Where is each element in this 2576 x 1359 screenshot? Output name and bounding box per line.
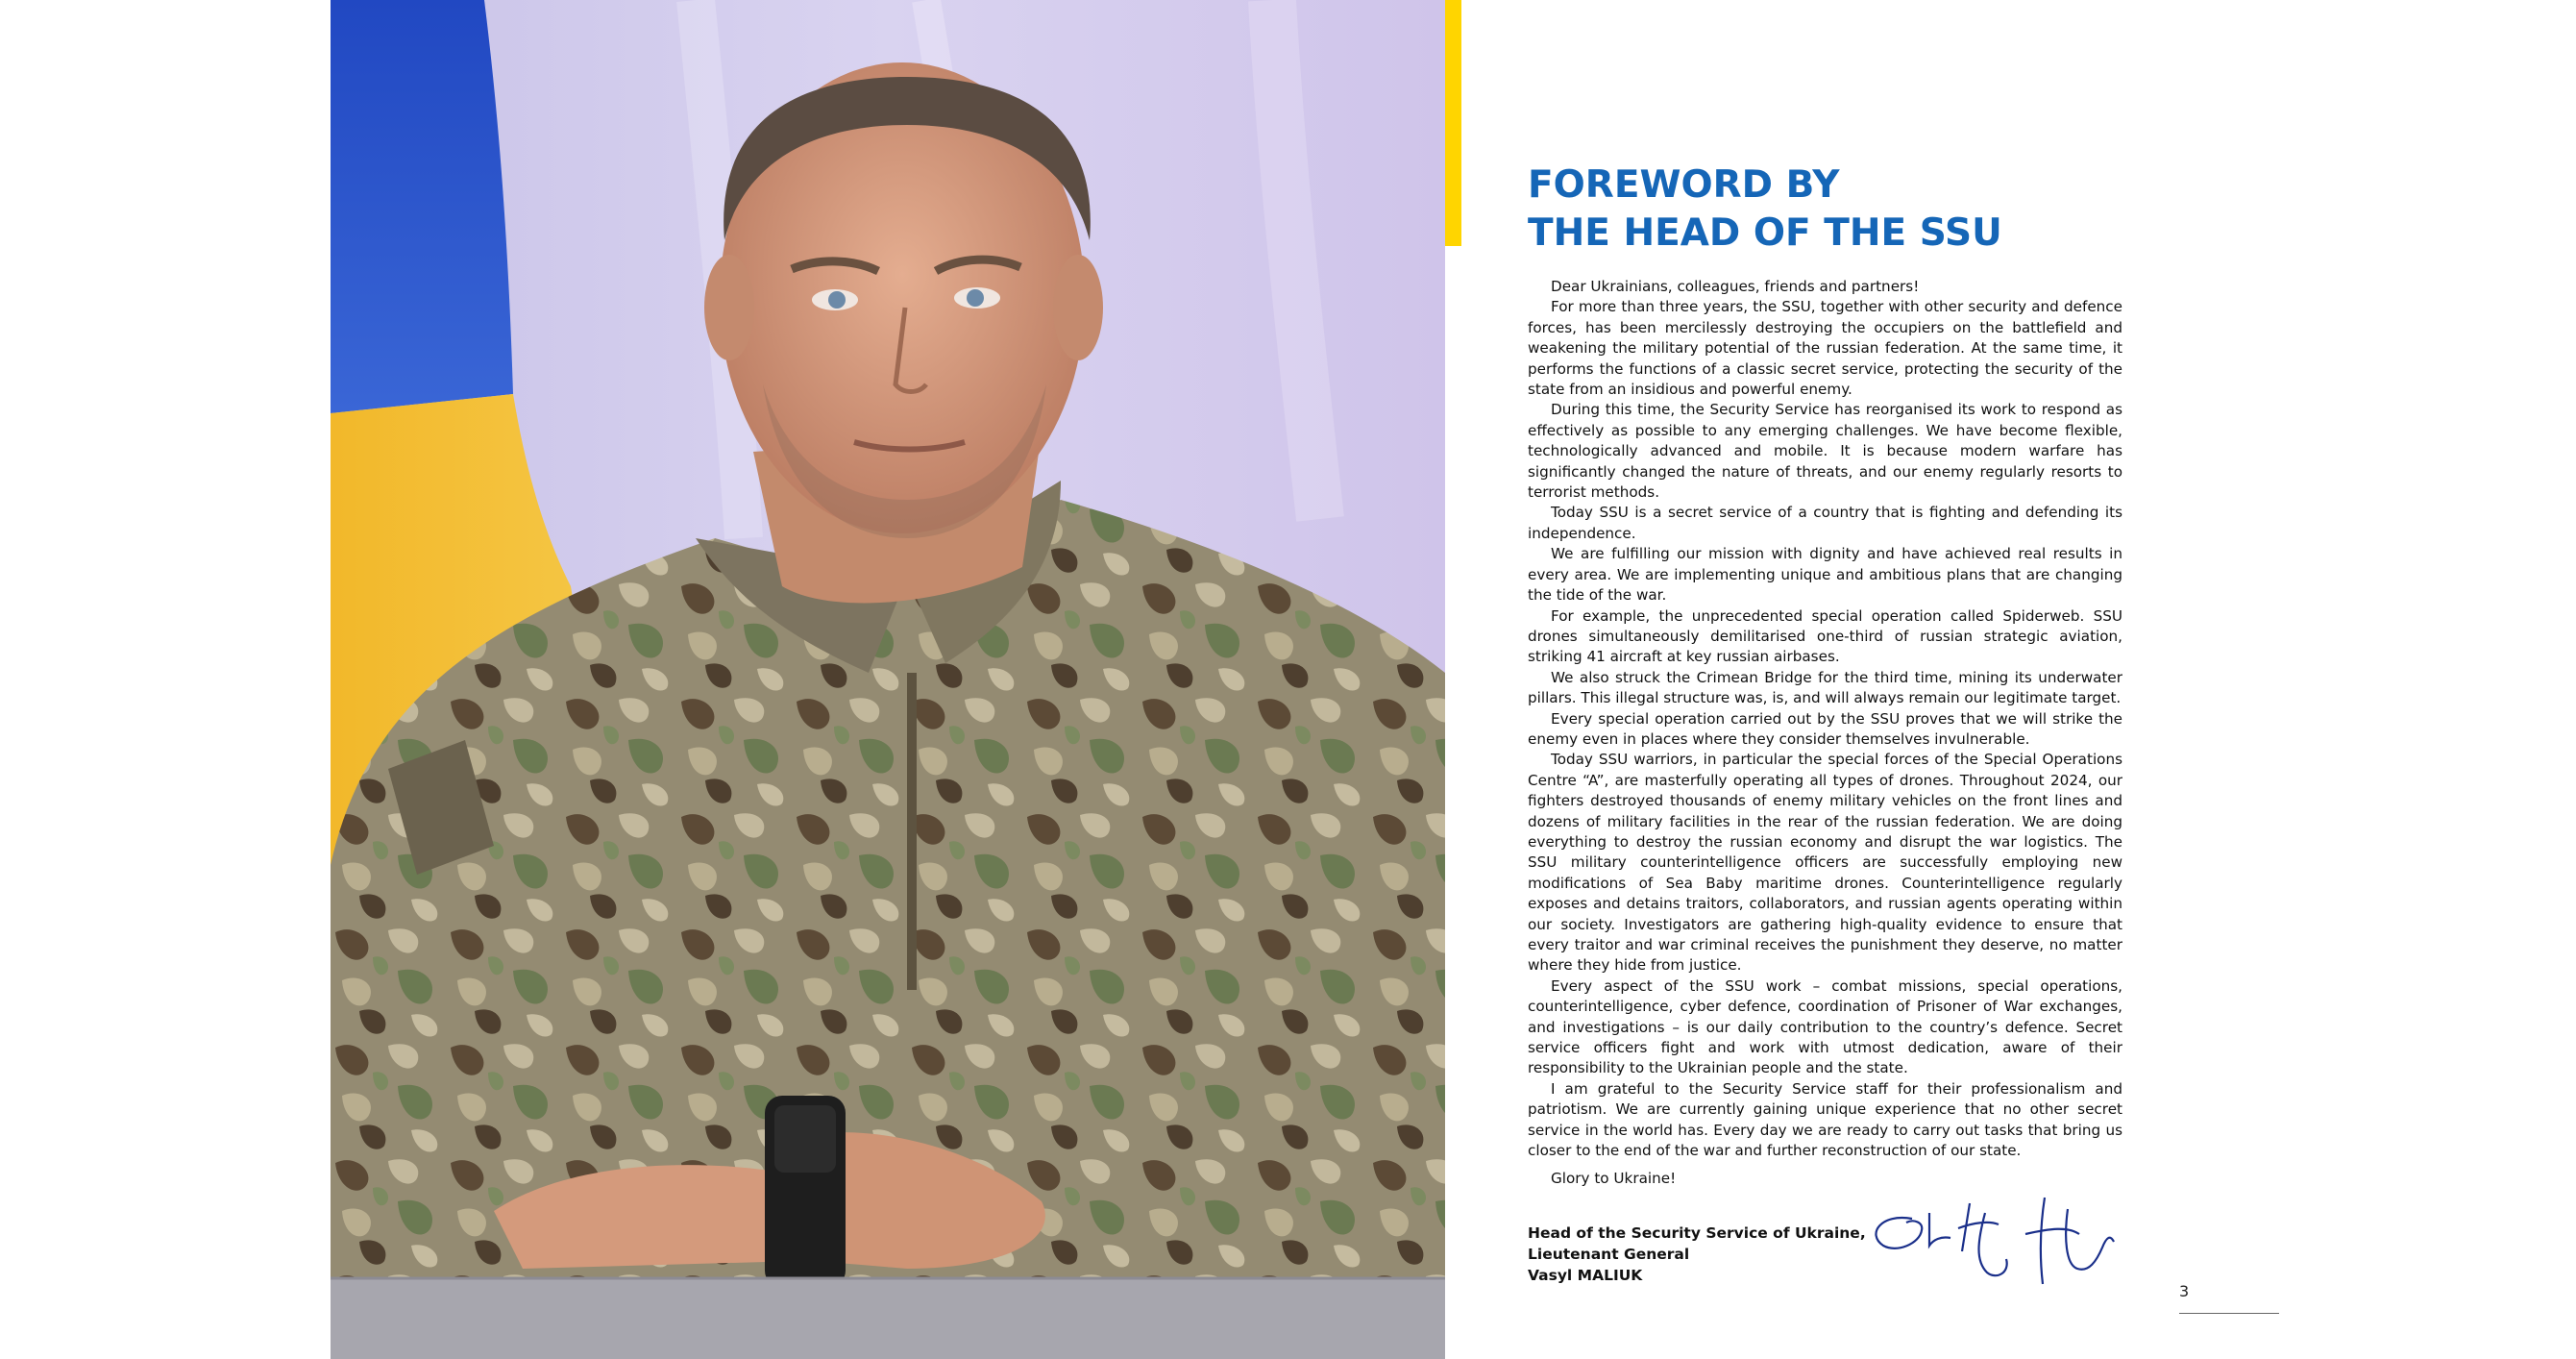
paragraph: Dear Ukrainians, colleagues, friends and partners! [1551,278,1920,295]
paragraph: We are fulfilling our mission with dignity and have achieved real results in every area. We are implementing unique and ambitious plans that are changing the tide of the war. [1528,545,2122,605]
paragraph: Today SSU warriors, in particular the special forces of the Special Operations Centre “A”, are masterfully operating all types of drones. Throughout 2024, our fighters destroyed thousands of enemy military vehicles on the front lines and dozens of military facilities in the rear of the russian federation. We are doing everything to destroy the russian economy and disrupt the war logistics. The SSU military counterintelligence officers are successfully employing new modifications of Sea Baby maritime drones. Counterintelligence regularly exposes and detains traitors, collaborators, and russian agents operating within our society. Investigators are gathering high-quality evidence to ensure that every traitor and war criminal receives the punishment they deserve, no matter where they hide from justice. [1528,751,2122,975]
page-title [1528,161,2200,258]
page-number: 3 [2179,1282,2190,1300]
portrait-photo [331,0,1445,1359]
paragraph: I am grateful to the Security Service staff for their professionalism and patriotism. We are currently gaining unique experience that no other secret service in the world has. Every day we are ready to carry out tasks that bring us closer to the end of the war and further reconstruction of our state. [1528,1079,2122,1160]
paragraph: For example, the unprecedented special operation called Spiderweb. SSU drones simultaneously demilitarised one-third of russian strategic aviation, striking 41 aircraft at key russian airbases. [1528,606,2122,666]
paragraph: During this time, the Security Service has reorganised its work to respond as effectively as possible to any emerging challenges. We have become flexible, technologically advanced and mobile. It is because modern warfare has significantly changed the nature of threats, and our enemy regularly resorts to terrorist methods. [1528,401,2122,502]
title-line-1: FOREWORD BY [1528,163,1840,207]
foreword-body [1528,277,2122,1190]
closing-line: Glory to Ukraine! [1551,1170,1677,1188]
page-number-rule [2179,1313,2279,1314]
accent-bar [1445,0,1461,246]
paragraph: For more than three years, the SSU, together with other security and defence forces, has been mercilessly destroying the occupiers on the battlefield and weakening the military potential of the russian federation. At the same time, it performs the functions of a classic secret service, protecting the security of the state from an insidious and powerful enemy. [1528,298,2122,399]
signatory-position: Head of the Security Service of Ukraine, [1528,1224,1866,1242]
paragraph: Every special operation carried out by the SSU proves that we will strike the enemy even in places where they consider themselves invulnerable. [1528,709,2122,748]
signatory-block [1528,1223,1866,1286]
paragraph: We also struck the Crimean Bridge for the third time, mining its underwater pillars. This illegal structure was, is, and will always remain our legitimate target. [1528,668,2122,707]
paragraph: Today SSU is a secret service of a country that is fighting and defending its independence. [1528,504,2122,542]
handwritten-signature [1862,1184,2150,1319]
paragraph: Every aspect of the SSU work – combat missions, special operations, counterintelligence, cyber defence, coordination of Prisoner of War exchanges, and investigations – is our daily contribution to the country’s defence. Secret service officers fight and work with utmost dedication, aware of their responsibility to the Ukrainian people and the state. [1528,976,2122,1077]
signatory-name: Vasyl MALIUK [1528,1267,1643,1284]
title-line-2: THE HEAD OF THE SSU [1528,211,2002,255]
signatory-rank: Lieutenant General [1528,1246,1690,1263]
